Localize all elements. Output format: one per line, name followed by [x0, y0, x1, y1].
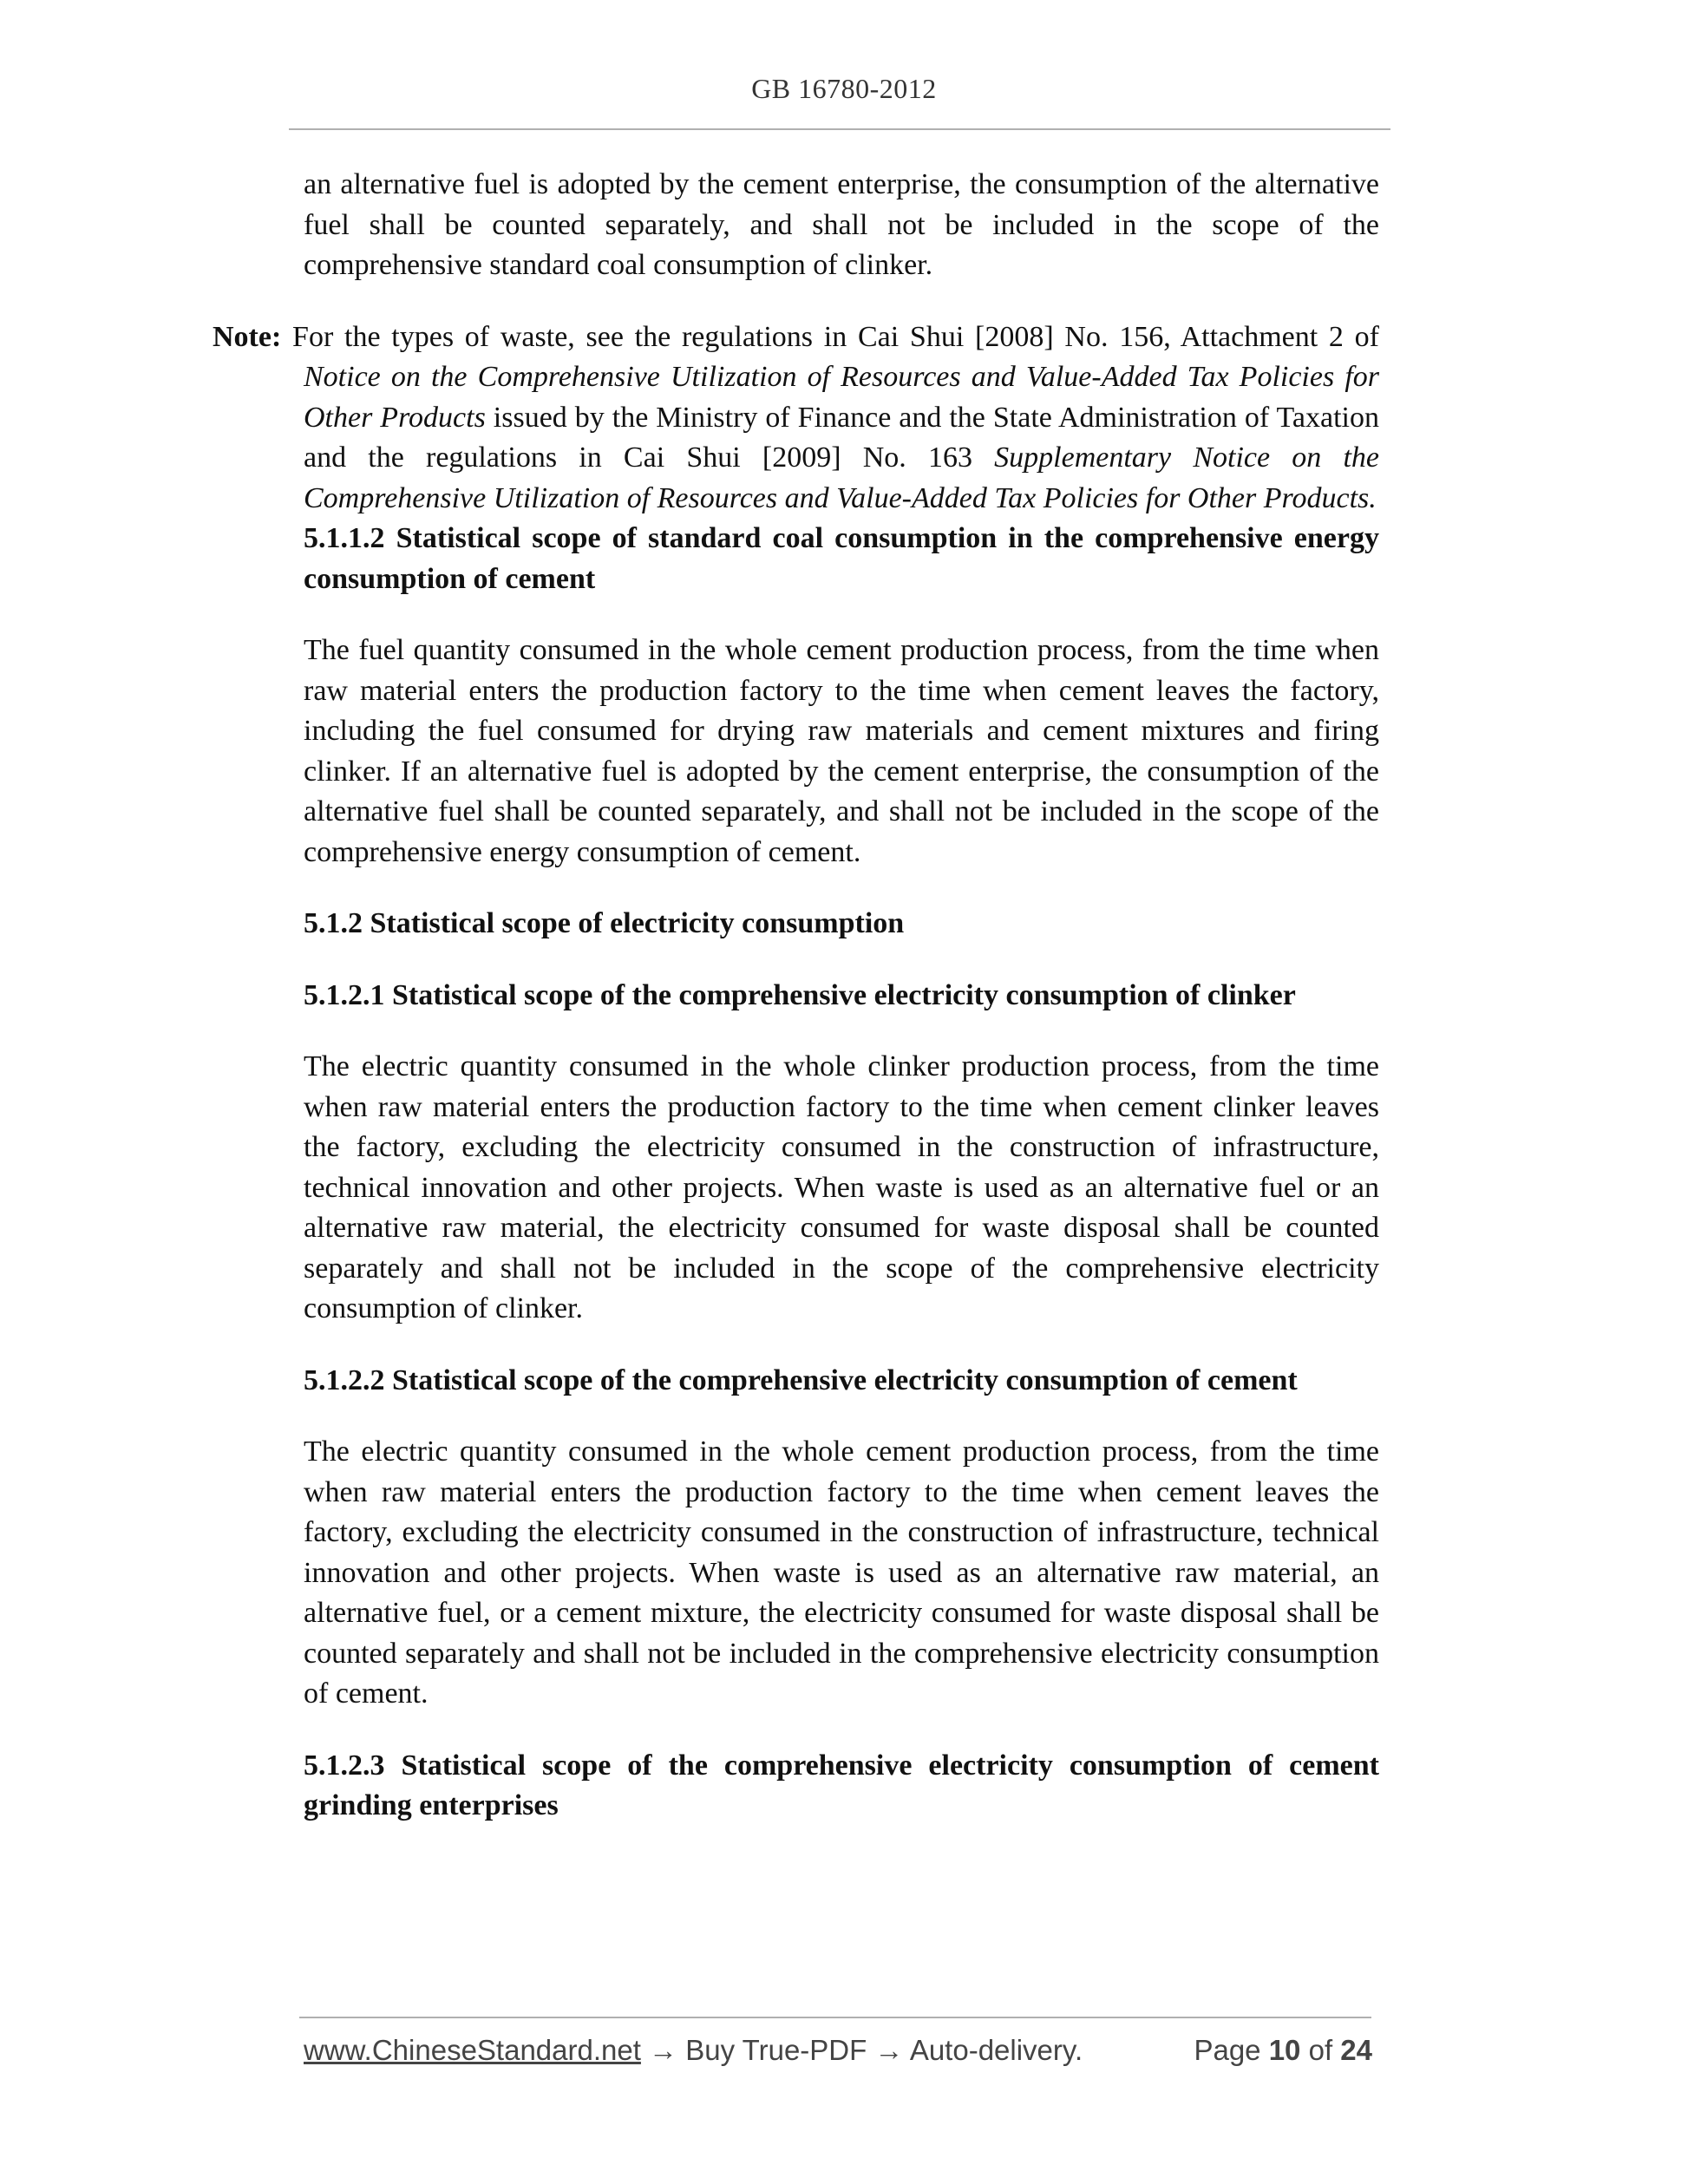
- page-of: of: [1300, 2034, 1341, 2066]
- footer-tagline: → Buy True-PDF → Auto-delivery.: [640, 2034, 1083, 2066]
- page-number: [1194, 2034, 1372, 2067]
- heading-5-1-2: 5.1.2 Statistical scope of electricity consumption: [304, 907, 905, 939]
- paragraph-5-1-2-1: The electric quantity consumed in the whole clinker production process, from the time when raw material enters the production factory to the time when cement clinker leaves the factory, excluding the electricity consumed in the construction of infrastructure, technical innovation and other projects. When waste is used as an alternative fuel or an alternative raw material, the electricity consumed for waste disposal shall be counted separately and shall not be included in the scope of the comprehensive electricity consumption of clinker.: [304, 1050, 1379, 1324]
- heading-5-1-2-3: 5.1.2.3 Statistical scope of the comprehensive electricity consumption of cement grinding enterprises: [304, 1749, 1379, 1821]
- heading-5-1-2-1: 5.1.2.1 Statistical scope of the comprehensive electricity consumption of clinker: [304, 978, 1296, 1011]
- page-header: [0, 73, 1688, 105]
- note-text-1: For the types of waste, see the regulations in Cai Shui [2008] No. 156, Attachment 2 of: [281, 320, 1379, 353]
- header-divider: [289, 128, 1390, 130]
- document-code: GB 16780-2012: [751, 73, 937, 104]
- footer-divider: [299, 2017, 1371, 2018]
- note-italic-title-2: Supplementary Notice on the Comprehensive Utilization of Resources and Value-Added Tax Policies for Other Products.: [304, 441, 1379, 514]
- paragraph-5-1-1-2: The fuel quantity consumed in the whole cement production process, from the time when raw material enters the production factory to the time when cement leaves the factory, including the fuel consumed for drying raw materials and cement mixtures and firing clinker. If an alternative fuel is adopted by the cement enterprise, the consumption of the alternative fuel shall be counted separately, and shall not be included in the scope of the comprehensive energy consumption of cement.: [304, 634, 1379, 868]
- footer-promo: [304, 2034, 1083, 2067]
- paragraph-5-1-2-2: The electric quantity consumed in the whole cement production process, from the time when raw material enters the production factory to the time when cement leaves the factory, excluding the electricity consumed in the construction of infrastructure, technical innovation and other projects. When waste is used as an alternative raw material, an alternative fuel, or a cement mixture, the electricity consumed for waste disposal shall be counted separately and shall not be included in the comprehensive electricity consumption of cement.: [304, 1435, 1379, 1710]
- heading-5-1-2-2: 5.1.2.2 Statistical scope of the comprehensive electricity consumption of cement: [304, 1363, 1298, 1396]
- page-label: Page: [1194, 2034, 1269, 2066]
- note-label: Note:: [213, 320, 282, 353]
- note-block: [213, 317, 1379, 520]
- paragraph-intro: an alternative fuel is adopted by the cement enterprise, the consumption of the alternative fuel shall be counted separately, and shall not be included in the scope of the comprehensive standard coal consumption of clinker.: [304, 168, 1379, 281]
- heading-5-1-1-2: 5.1.1.2 Statistical scope of standard coal consumption in the comprehensive energy consumption of cement: [304, 522, 1379, 595]
- note-italic-title-1: Notice on the Comprehensive Utilization of Resources and Value-Added Tax Policies for Other Products: [304, 361, 1379, 434]
- note-text-2: issued by the Ministry of Finance and the State Administration of Taxation and the regulations in Cai Shui [2009] No. 163: [304, 401, 1379, 474]
- document-body: [213, 165, 1379, 1858]
- page-current: 10: [1268, 2034, 1301, 2066]
- website-link[interactable]: www.ChineseStandard.net: [304, 2034, 641, 2066]
- page-footer: [304, 2034, 1372, 2067]
- page-total: 24: [1340, 2034, 1372, 2066]
